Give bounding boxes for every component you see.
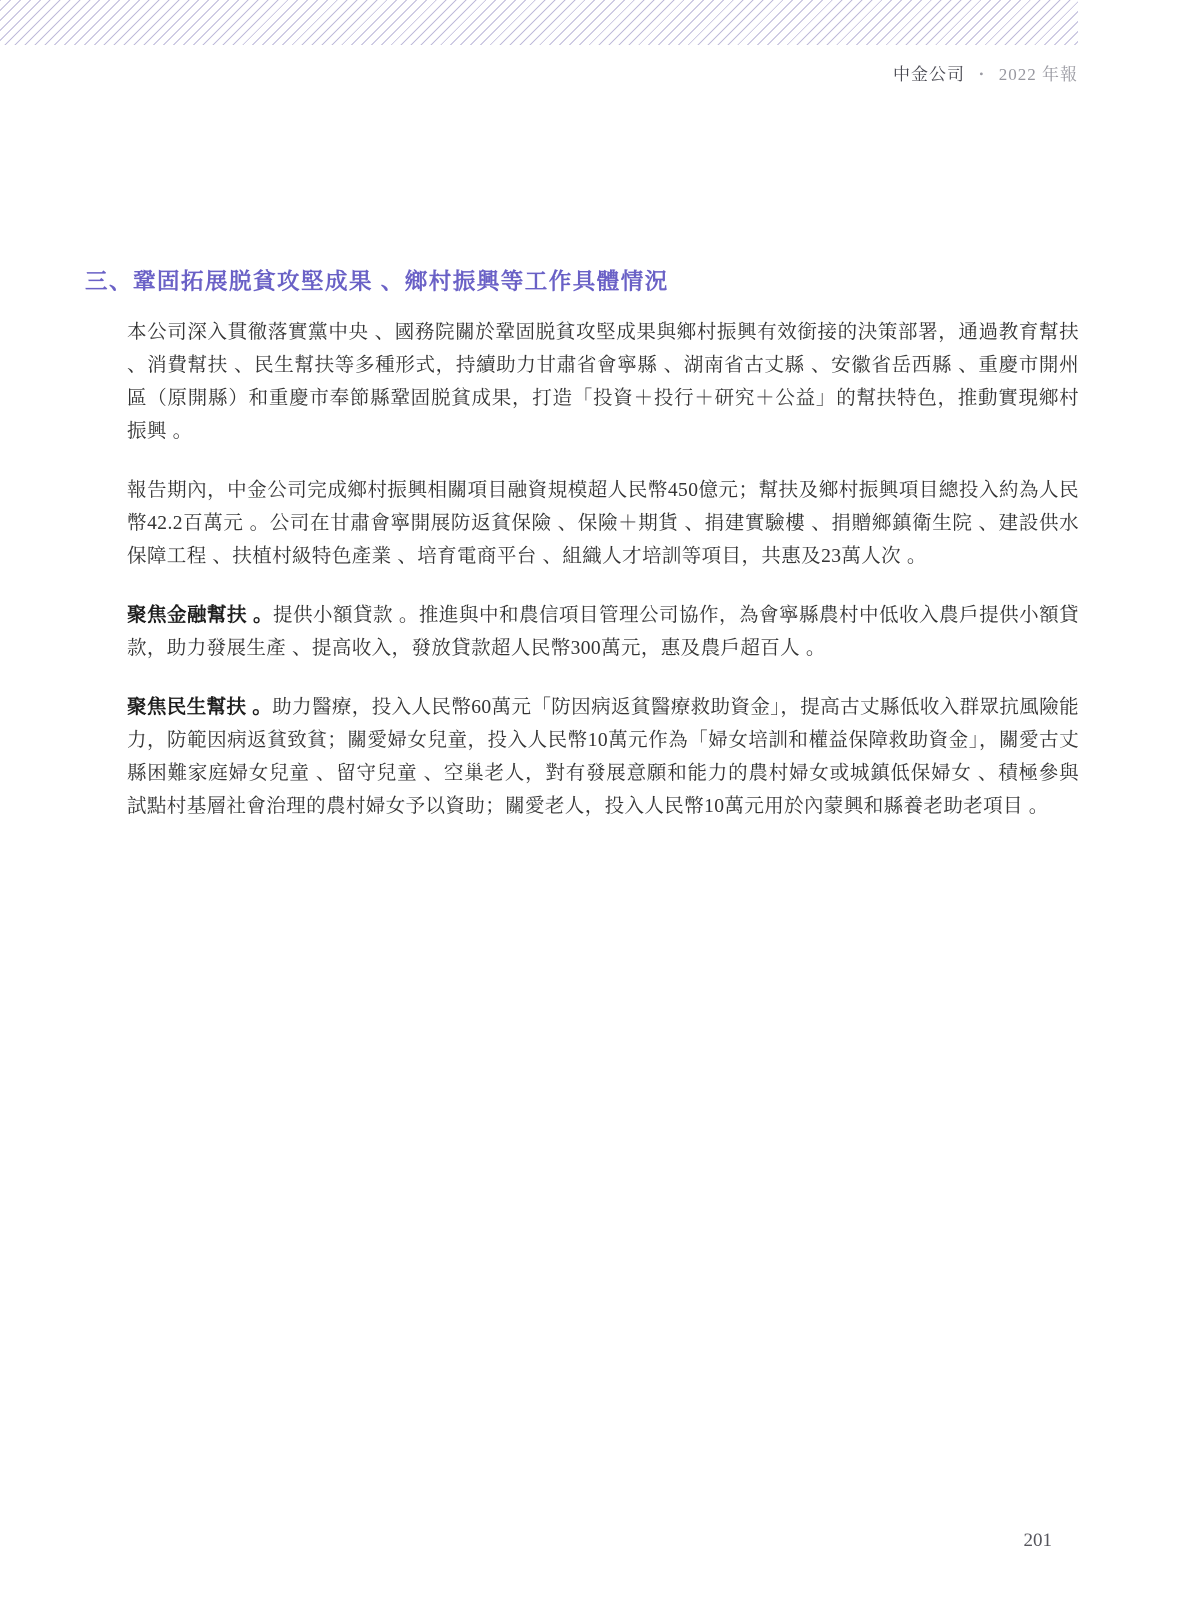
paragraph-lead: 聚焦民生幫扶 。: [127, 696, 273, 718]
running-header-company: 中金公司: [893, 65, 966, 84]
paragraph-financial-assistance: [127, 599, 1079, 665]
paragraph-livelihood-assistance: [127, 691, 1079, 823]
diagonal-hatch-band: [0, 0, 1078, 45]
body-copy: [127, 316, 1079, 849]
paragraph-text: 提供小額貸款 。推進與中和農信項目管理公司協作，為會寧縣農村中低收入農戶提供小額貸款，助力發展生產 、提高收入，發放貸款超人民幣300萬元，惠及農戶超百人 。: [127, 604, 1079, 659]
page-number: 201: [1023, 1530, 1052, 1551]
running-header: [893, 60, 1078, 85]
paragraph-text: 本公司深入貫徹落實黨中央 、國務院關於鞏固脱貧攻堅成果與鄉村振興有效銜接的決策部署，通過教育幫扶 、消費幫扶 、民生幫扶等多種形式，持續助力甘肅省會寧縣 、湖南省古丈縣 、安徽省岳西縣 、重慶市開州區（原開縣）和重慶市奉節縣鞏固脱貧成果，打造「投資＋投行＋研究＋公益」的幫扶特色，推動實現鄉村振興 。: [127, 321, 1079, 442]
paragraph-text: 助力醫療，投入人民幣60萬元「防因病返貧醫療救助資金」，提高古丈縣低收入群眾抗風險能力，防範因病返貧致貧；關愛婦女兒童，投入人民幣10萬元作為「婦女培訓和權益保障救助資金」，關愛古丈縣困難家庭婦女兒童 、留守兒童 、空巢老人，對有發展意願和能力的農村婦女或城鎮低保婦女 、積極參與試點村基層社會治理的農村婦女予以資助；關愛老人，投入人民幣10萬元用於內蒙興和縣養老助老項目 。: [127, 696, 1079, 817]
paragraph-overview: [127, 316, 1079, 448]
paragraph-lead: 聚焦金融幫扶 。: [127, 604, 273, 626]
paragraph-text: 報告期內，中金公司完成鄉村振興相關項目融資規模超人民幣450億元；幫扶及鄉村振興項目總投入約為人民幣42.2百萬元 。公司在甘肅會寧開展防返貧保險 、保險＋期貨 、捐建實驗樓 、捐贈鄉鎮衛生院 、建設供水保障工程 、扶植村級特色產業 、培育電商平台 、組織人才培訓等項目，共惠及23萬人次 。: [127, 479, 1079, 567]
bullet-separator-icon: •: [979, 67, 985, 81]
running-header-edition: 2022 年報: [998, 65, 1078, 84]
paragraph-reporting-period: [127, 474, 1079, 573]
section-heading: 三、鞏固拓展脱貧攻堅成果 、鄉村振興等工作具體情況: [85, 269, 669, 294]
